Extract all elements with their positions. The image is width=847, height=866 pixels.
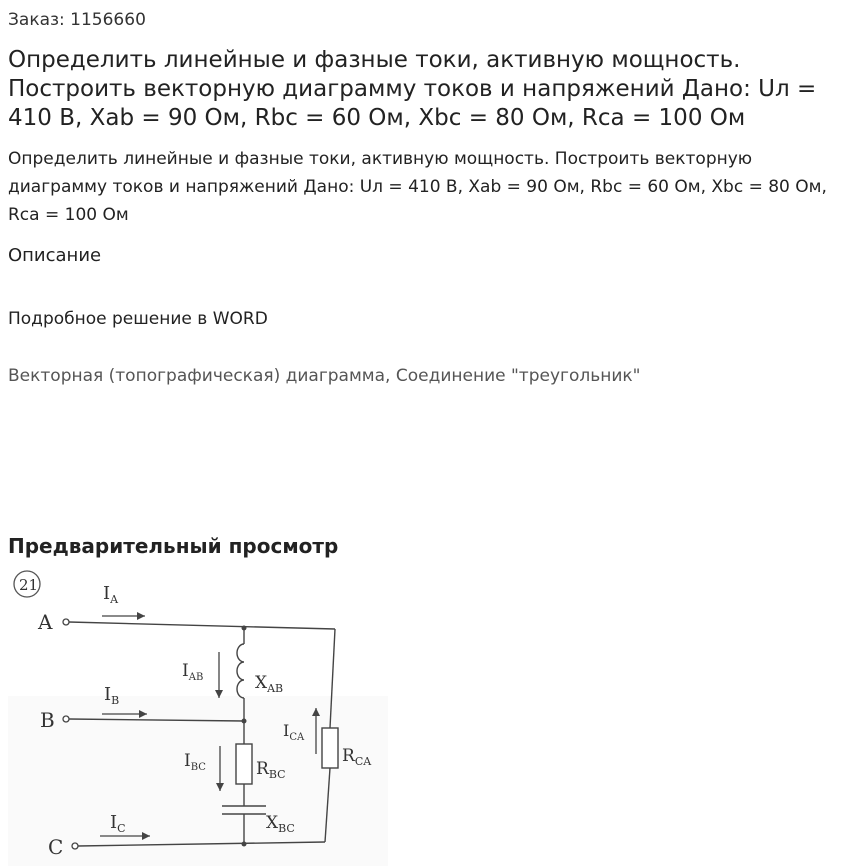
node-a-label: A	[38, 610, 53, 634]
circuit-preview-image	[0, 566, 400, 866]
preview-heading: Предварительный просмотр	[8, 534, 339, 558]
short-description: Определить линейные и фазные токи, активную мощность. Построить векторную диаграмму токов и напряжений Дано: Uл = 410 В, Xab = 90 Ом, Rbc = 60 Ом, Xbc = 80 Ом, Rca = 100 Ом	[8, 149, 827, 225]
node-b-label: B	[40, 708, 55, 732]
r-ca-label: $R_{CA}$	[342, 746, 372, 768]
x-bc-label: $X_{BC}$	[266, 813, 295, 835]
node-c-label: C	[48, 835, 64, 859]
current-a-label: $I_A$	[103, 583, 119, 606]
solution-text: Подробное решение в WORD	[8, 309, 268, 329]
x-ab-label: $X_{AB}$	[255, 673, 284, 695]
description-heading: Описание	[8, 245, 102, 266]
current-b-label: $I_B$	[104, 684, 120, 707]
order-number: Заказ: 1156660	[8, 10, 146, 30]
current-ab-label: $I_{AB}$	[182, 661, 204, 683]
r-bc-label: $R_{BC}$	[256, 759, 286, 781]
problem-number: 21	[19, 576, 39, 594]
circuit-diagram	[0, 566, 400, 866]
current-bc-label: $I_{BC}$	[184, 751, 206, 773]
page-title: Определить линейные и фазные токи, активную мощность. Построить векторную диаграмму токов и напряжений Дано: Uл = 410 В, Xab = 90 Ом, Rbc = 60 Ом, Xbc = 80 Ом, Rca = 100 Ом	[8, 47, 817, 131]
current-c-label: $I_C$	[110, 812, 126, 835]
current-ca-label: $I_{CA}$	[283, 721, 305, 743]
tags-text: Векторная (топографическая) диаграмма, Соединение "треугольник"	[8, 366, 641, 386]
